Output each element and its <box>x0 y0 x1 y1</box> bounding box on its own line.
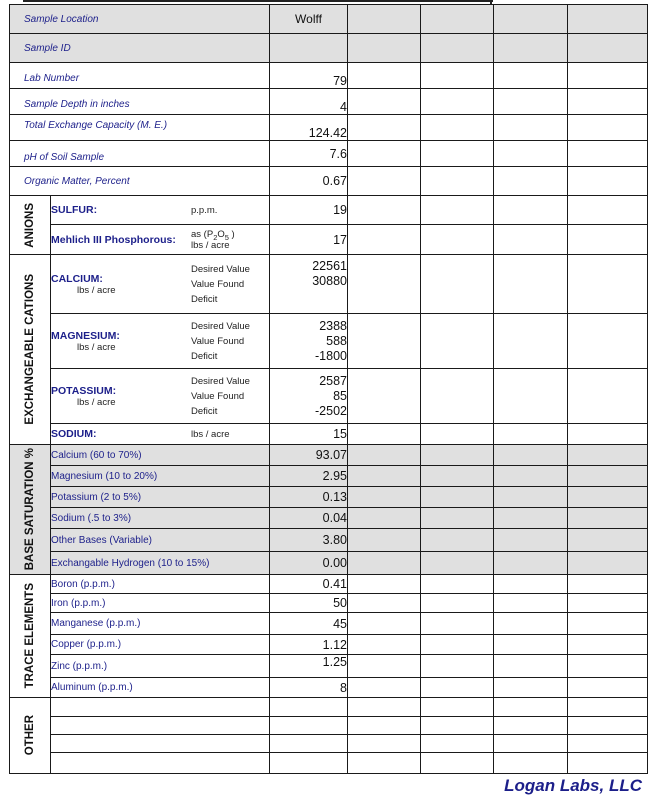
row-trace-zinc <box>10 655 648 678</box>
empty-cell[interactable] <box>348 508 421 529</box>
row-other-4 <box>10 753 648 774</box>
row-sodium <box>10 424 648 445</box>
other-label[interactable] <box>51 753 270 774</box>
empty-cell[interactable] <box>421 167 494 196</box>
trace-value[interactable]: 0.41 <box>270 575 348 594</box>
base-sat-label: Other Bases (Variable) <box>51 529 270 552</box>
empty-cell[interactable] <box>494 466 568 487</box>
other-value[interactable] <box>270 753 348 774</box>
empty-cell[interactable] <box>494 655 568 678</box>
other-value[interactable] <box>270 698 348 717</box>
magnesium-found[interactable]: 588 <box>326 333 347 348</box>
phosphorous-label: Mehlich III Phosphorous: <box>51 233 176 246</box>
empty-cell[interactable] <box>421 613 494 635</box>
empty-cell[interactable] <box>348 575 421 594</box>
lab-number-label: Lab Number <box>10 63 270 89</box>
magnesium-descriptors: Desired Value Value Found Deficit <box>191 320 250 362</box>
empty-cell[interactable] <box>348 5 421 34</box>
sodium-unit: lbs / acre <box>191 428 230 440</box>
trace-value[interactable]: 50 <box>270 594 348 613</box>
empty-cell[interactable] <box>348 34 421 63</box>
sulfur-value[interactable]: 19 <box>270 196 348 225</box>
empty-cell[interactable] <box>348 225 421 255</box>
calcium-label: CALCIUM: <box>51 272 103 285</box>
row-trace-boron <box>10 575 648 594</box>
row-base-sat-potassium <box>10 487 648 508</box>
row-base-sat-hydrogen <box>10 552 648 575</box>
empty-cell[interactable] <box>421 424 494 445</box>
empty-cell[interactable] <box>568 5 648 34</box>
organic-matter-label: Organic Matter, Percent <box>10 167 270 196</box>
empty-cell[interactable] <box>348 613 421 635</box>
empty-cell[interactable] <box>568 613 648 635</box>
base-saturation-section-label: BASE SATURATION % <box>10 445 51 575</box>
row-magnesium <box>10 314 648 369</box>
base-sat-label: Potassium (2 to 5%) <box>51 487 270 508</box>
calcium-deficit[interactable] <box>270 289 347 304</box>
empty-cell[interactable] <box>494 225 568 255</box>
empty-cell[interactable] <box>568 635 648 655</box>
row-sample-depth <box>10 89 648 115</box>
other-label[interactable] <box>51 698 270 717</box>
empty-cell[interactable] <box>348 255 421 314</box>
trace-value[interactable]: 45 <box>270 613 348 635</box>
calcium-found[interactable]: 30880 <box>312 274 347 288</box>
row-trace-aluminum <box>10 678 648 698</box>
empty-cell[interactable] <box>348 529 421 552</box>
empty-cell[interactable] <box>494 63 568 89</box>
trace-label: Manganese (p.p.m.) <box>51 613 270 635</box>
row-trace-copper <box>10 635 648 655</box>
empty-cell[interactable] <box>421 508 494 529</box>
empty-cell[interactable] <box>421 196 494 225</box>
trace-value[interactable]: 1.25 <box>270 655 348 678</box>
base-sat-value[interactable]: 0.00 <box>270 552 348 575</box>
empty-cell[interactable] <box>568 314 648 369</box>
empty-cell[interactable] <box>494 575 568 594</box>
empty-cell[interactable] <box>348 552 421 575</box>
row-total-exchange-capacity <box>10 115 648 141</box>
empty-cell[interactable] <box>568 466 648 487</box>
empty-cell[interactable] <box>348 635 421 655</box>
sample-depth-value[interactable]: 4 <box>270 89 348 115</box>
empty-cell[interactable] <box>348 655 421 678</box>
empty-cell[interactable] <box>568 115 648 141</box>
phosphorous-value[interactable]: 17 <box>270 225 348 255</box>
sulfur-unit: p.p.m. <box>191 204 218 216</box>
empty-cell[interactable] <box>568 529 648 552</box>
sodium-value[interactable]: 15 <box>270 424 348 445</box>
trace-label: Boron (p.p.m.) <box>51 575 270 594</box>
empty-cell[interactable] <box>421 487 494 508</box>
row-potassium <box>10 369 648 424</box>
empty-cell[interactable] <box>421 655 494 678</box>
empty-cell[interactable] <box>494 698 568 717</box>
row-trace-manganese <box>10 613 648 635</box>
tec-label: Total Exchange Capacity (M. E.) <box>10 115 270 141</box>
empty-cell[interactable] <box>494 196 568 225</box>
magnesium-deficit[interactable]: -1800 <box>315 348 347 363</box>
magnesium-unit: lbs / acre <box>77 341 116 353</box>
sample-depth-label: Sample Depth in inches <box>10 89 270 115</box>
base-sat-label: Sodium (.5 to 3%) <box>51 508 270 529</box>
empty-cell[interactable] <box>421 141 494 167</box>
other-label[interactable] <box>51 717 270 735</box>
empty-cell[interactable] <box>348 594 421 613</box>
trace-elements-section-label: TRACE ELEMENTS <box>10 575 51 698</box>
base-sat-value[interactable]: 2.95 <box>270 466 348 487</box>
row-organic-matter <box>10 167 648 196</box>
row-calcium <box>10 255 648 314</box>
empty-cell[interactable] <box>568 34 648 63</box>
sample-id-label: Sample ID <box>10 34 270 63</box>
empty-cell[interactable] <box>348 63 421 89</box>
empty-cell[interactable] <box>348 445 421 466</box>
empty-cell[interactable] <box>568 445 648 466</box>
empty-cell[interactable] <box>348 89 421 115</box>
empty-cell[interactable] <box>494 635 568 655</box>
empty-cell[interactable] <box>348 698 421 717</box>
base-sat-value[interactable]: 3.80 <box>270 529 348 552</box>
cations-section-label: EXCHANGEABLE CATIONS <box>10 255 51 445</box>
empty-cell[interactable] <box>421 529 494 552</box>
top-border <box>23 0 493 2</box>
empty-cell[interactable] <box>568 424 648 445</box>
empty-cell[interactable] <box>568 698 648 717</box>
empty-cell[interactable] <box>568 753 648 774</box>
empty-cell[interactable] <box>421 594 494 613</box>
trace-label: Iron (p.p.m.) <box>51 594 270 613</box>
other-value[interactable] <box>270 717 348 735</box>
base-sat-label: Calcium (60 to 70%) <box>51 445 270 466</box>
empty-cell[interactable] <box>421 575 494 594</box>
empty-cell[interactable] <box>494 613 568 635</box>
sample-location-value[interactable]: Wolff <box>270 5 348 34</box>
soil-report-table <box>9 4 648 774</box>
sample-id-value[interactable] <box>270 34 348 63</box>
empty-cell[interactable] <box>348 314 421 369</box>
row-sulfur <box>10 196 648 225</box>
empty-cell[interactable] <box>568 678 648 698</box>
calcium-unit: lbs / acre <box>77 284 116 296</box>
empty-cell[interactable] <box>348 678 421 698</box>
row-base-sat-calcium <box>10 445 648 466</box>
empty-cell[interactable] <box>568 141 648 167</box>
empty-cell[interactable] <box>421 552 494 575</box>
row-sample-location <box>10 5 648 34</box>
empty-cell[interactable] <box>348 735 421 753</box>
empty-cell[interactable] <box>348 115 421 141</box>
empty-cell[interactable] <box>494 314 568 369</box>
empty-cell[interactable] <box>348 753 421 774</box>
empty-cell[interactable] <box>568 369 648 424</box>
magnesium-desired[interactable]: 2388 <box>319 318 347 333</box>
empty-cell[interactable] <box>421 5 494 34</box>
anions-section-label: ANIONS <box>10 196 51 255</box>
other-section-label: OTHER <box>10 698 51 774</box>
empty-cell[interactable] <box>348 487 421 508</box>
empty-cell[interactable] <box>421 34 494 63</box>
empty-cell[interactable] <box>494 115 568 141</box>
empty-cell[interactable] <box>568 63 648 89</box>
empty-cell[interactable] <box>421 635 494 655</box>
row-other-1 <box>10 698 648 717</box>
empty-cell[interactable] <box>568 735 648 753</box>
base-sat-value[interactable]: 93.07 <box>270 445 348 466</box>
empty-cell[interactable] <box>421 369 494 424</box>
empty-cell[interactable] <box>494 717 568 735</box>
lab-number-value[interactable]: 79 <box>270 63 348 89</box>
empty-cell[interactable] <box>568 717 648 735</box>
base-sat-value[interactable]: 0.13 <box>270 487 348 508</box>
sodium-label: SODIUM: <box>51 428 97 440</box>
empty-cell[interactable] <box>568 167 648 196</box>
potassium-unit: lbs / acre <box>77 396 116 408</box>
empty-cell[interactable] <box>568 255 648 314</box>
trace-label: Copper (p.p.m.) <box>51 635 270 655</box>
empty-cell[interactable] <box>494 735 568 753</box>
potassium-descriptors: Desired Value Value Found Deficit <box>191 375 250 417</box>
calcium-desired[interactable]: 22561 <box>312 259 347 273</box>
row-lab-number <box>10 63 648 89</box>
empty-cell[interactable] <box>568 487 648 508</box>
empty-cell[interactable] <box>494 167 568 196</box>
empty-cell[interactable] <box>494 529 568 552</box>
base-sat-value[interactable]: 0.04 <box>270 508 348 529</box>
trace-label: Zinc (p.p.m.) <box>51 655 270 678</box>
empty-cell[interactable] <box>421 63 494 89</box>
ph-label: pH of Soil Sample <box>10 141 270 167</box>
trace-value[interactable]: 8 <box>270 678 348 698</box>
base-sat-label: Magnesium (10 to 20%) <box>51 466 270 487</box>
row-sample-id <box>10 34 648 63</box>
empty-cell[interactable] <box>421 735 494 753</box>
empty-cell[interactable] <box>421 753 494 774</box>
row-other-3 <box>10 735 648 753</box>
other-label[interactable] <box>51 735 270 753</box>
row-other-2 <box>10 717 648 735</box>
empty-cell[interactable] <box>494 678 568 698</box>
empty-cell[interactable] <box>494 552 568 575</box>
other-value[interactable] <box>270 735 348 753</box>
empty-cell[interactable] <box>348 424 421 445</box>
empty-cell[interactable] <box>494 141 568 167</box>
empty-cell[interactable] <box>421 255 494 314</box>
potassium-found[interactable]: 85 <box>333 388 347 403</box>
empty-cell[interactable] <box>421 445 494 466</box>
potassium-label: POTASSIUM: <box>51 384 117 397</box>
row-base-sat-other <box>10 529 648 552</box>
empty-cell[interactable] <box>421 225 494 255</box>
empty-cell[interactable] <box>494 445 568 466</box>
row-trace-iron <box>10 594 648 613</box>
brand-footer: Logan Labs, LLC <box>504 776 642 795</box>
empty-cell[interactable] <box>494 508 568 529</box>
empty-cell[interactable] <box>421 678 494 698</box>
sulfur-label: SULFUR: <box>51 204 98 216</box>
empty-cell[interactable] <box>421 717 494 735</box>
empty-cell[interactable] <box>494 369 568 424</box>
empty-cell[interactable] <box>348 196 421 225</box>
base-sat-label: Exchangable Hydrogen (10 to 15%) <box>51 552 270 575</box>
empty-cell[interactable] <box>348 466 421 487</box>
row-base-sat-magnesium <box>10 466 648 487</box>
calcium-descriptors: Desired Value Value Found Deficit <box>191 263 250 305</box>
empty-cell[interactable] <box>348 369 421 424</box>
ph-value[interactable]: 7.6 <box>270 141 348 167</box>
empty-cell[interactable] <box>494 255 568 314</box>
empty-cell[interactable] <box>568 225 648 255</box>
empty-cell[interactable] <box>494 34 568 63</box>
empty-cell[interactable] <box>348 717 421 735</box>
empty-cell[interactable] <box>421 698 494 717</box>
row-ph <box>10 141 648 167</box>
magnesium-label: MAGNESIUM: <box>51 329 120 342</box>
empty-cell[interactable] <box>568 575 648 594</box>
potassium-deficit[interactable]: -2502 <box>315 403 347 418</box>
empty-cell[interactable] <box>494 424 568 445</box>
row-phosphorous <box>10 225 648 255</box>
empty-cell[interactable] <box>568 655 648 678</box>
phosphorous-unit: as ($P_2O_5$ ) lbs / acre <box>191 228 235 251</box>
potassium-desired[interactable]: 2587 <box>319 373 347 388</box>
empty-cell[interactable] <box>568 552 648 575</box>
sample-location-label: Sample Location <box>10 5 270 34</box>
empty-cell[interactable] <box>421 89 494 115</box>
empty-cell[interactable] <box>348 141 421 167</box>
empty-cell[interactable] <box>568 196 648 225</box>
trace-label: Aluminum (p.p.m.) <box>51 678 270 698</box>
empty-cell[interactable] <box>494 5 568 34</box>
empty-cell[interactable] <box>494 89 568 115</box>
trace-value[interactable]: 1.12 <box>270 635 348 655</box>
empty-cell[interactable] <box>568 594 648 613</box>
empty-cell[interactable] <box>494 594 568 613</box>
empty-cell[interactable] <box>421 314 494 369</box>
empty-cell[interactable] <box>494 753 568 774</box>
empty-cell[interactable] <box>348 167 421 196</box>
empty-cell[interactable] <box>421 115 494 141</box>
empty-cell[interactable] <box>568 508 648 529</box>
organic-matter-value[interactable]: 0.67 <box>270 167 348 196</box>
empty-cell[interactable] <box>494 487 568 508</box>
empty-cell[interactable] <box>568 89 648 115</box>
row-base-sat-sodium <box>10 508 648 529</box>
empty-cell[interactable] <box>421 466 494 487</box>
tec-value[interactable]: 124.42 <box>270 115 348 141</box>
